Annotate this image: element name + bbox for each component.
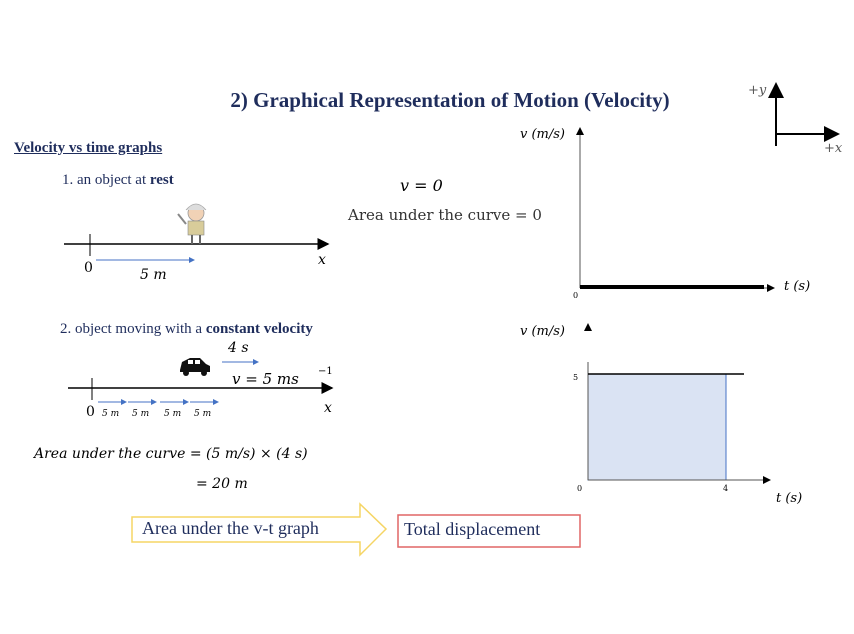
conclusion-left-text: Area under the v-t graph — [142, 518, 319, 538]
case2-time-label: 4 s — [228, 340, 249, 356]
case2-bold: constant velocity — [205, 321, 313, 337]
segment-label-2: 5 m — [132, 409, 150, 419]
legend-y-label: +y — [748, 83, 767, 98]
page-title: 2) Graphical Representation of Motion (Velocity) — [230, 88, 670, 112]
case2-velocity-exp: −1 — [318, 366, 333, 377]
segment-label-4: 5 m — [194, 409, 212, 419]
case1-axis-label: x — [318, 252, 326, 268]
graph2-ylabel: v (m/s) — [520, 324, 565, 339]
coordinate-legend — [748, 83, 843, 156]
graph1-origin: 0 — [573, 291, 579, 300]
graph1-ylabel: v (m/s) — [520, 127, 565, 142]
graph1-xlabel: t (s) — [784, 279, 811, 294]
graph2-area-fill — [588, 374, 726, 480]
case1-bold: rest — [149, 172, 174, 188]
graph1 — [520, 127, 810, 300]
case2-area-line1: Area under the curve = (5 m/s) × (4 s) — [34, 446, 308, 462]
section-heading: Velocity vs time graphs — [14, 140, 163, 156]
graph2-origin: 0 — [577, 484, 583, 493]
graph2-x-tick: 4 — [723, 484, 729, 493]
case1-prefix: 1. an object at — [62, 172, 150, 188]
case1-number-line — [64, 204, 328, 283]
case2-number-line — [68, 340, 333, 420]
case2-area-line2: = 20 m — [196, 476, 248, 492]
case2-velocity-eq: v = 5 ms — [232, 370, 299, 388]
case2-origin-label: 0 — [86, 404, 95, 420]
car-icon — [180, 358, 210, 376]
conclusion-right-text: Total displacement — [404, 519, 541, 539]
case1-velocity-eq: v = 0 — [400, 176, 443, 195]
segment-label-3: 5 m — [164, 409, 182, 419]
segment-label-1: 5 m — [102, 409, 120, 419]
graph2-y-tick: 5 — [573, 373, 579, 382]
graph2-xlabel: t (s) — [776, 491, 803, 506]
case2-axis-label: x — [324, 400, 332, 416]
graph2 — [520, 324, 802, 506]
case2-prefix: 2. object moving with a — [60, 321, 206, 337]
case1-origin-label: 0 — [84, 260, 93, 276]
legend-x-label: +x — [824, 141, 843, 156]
case1-area-eq: Area under the curve = 0 — [348, 206, 542, 224]
person-icon — [178, 204, 206, 244]
case1-distance-label: 5 m — [140, 267, 167, 283]
